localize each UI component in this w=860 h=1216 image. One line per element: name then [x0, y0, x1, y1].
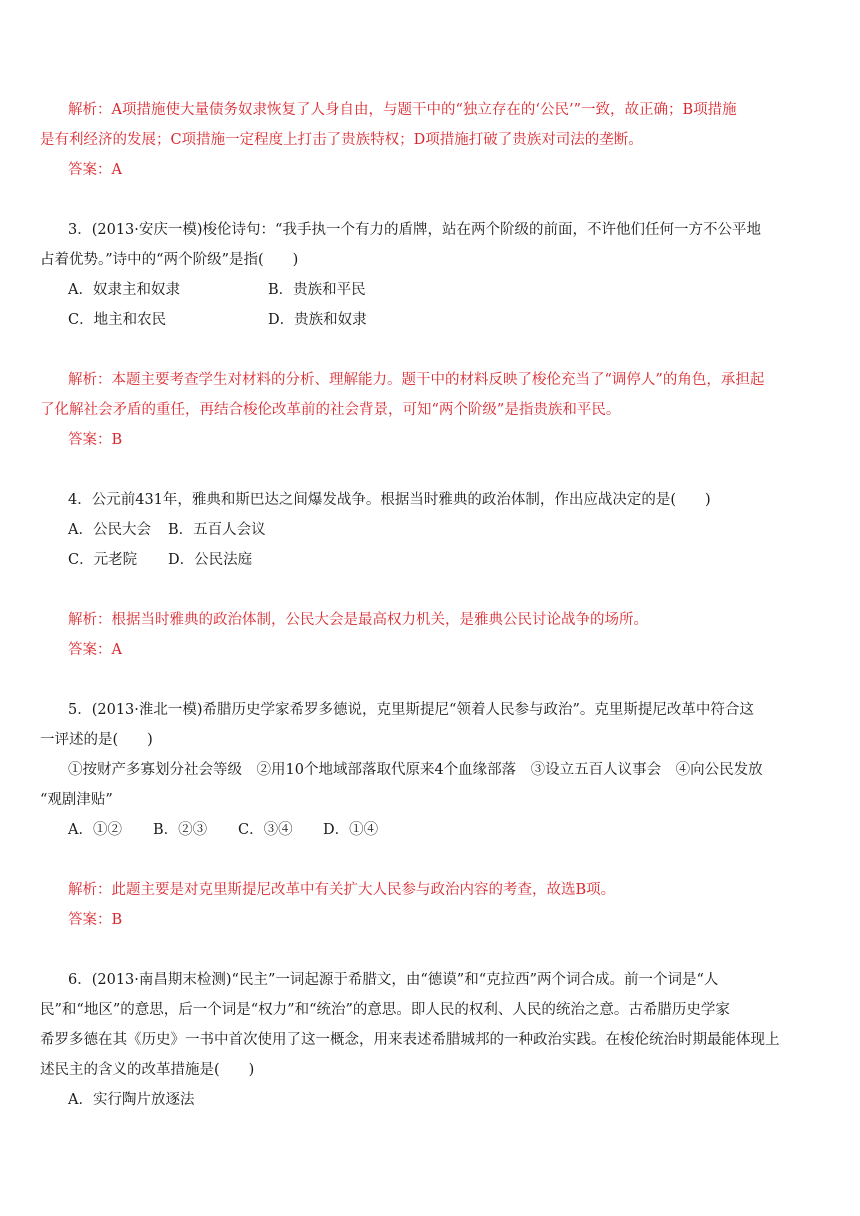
- document-page: [40, 95, 820, 1115]
- q4-options-row2: [40, 545, 820, 575]
- q5-choices-line2: “观剧津贴”: [40, 792, 113, 808]
- q3-answer: 答案：B: [68, 432, 123, 448]
- q4-stem: 4．公元前431年，雅典和斯巴达之间爆发战争。根据当时雅典的政治体制，作出应战决定的是( ): [68, 492, 711, 508]
- q4-option-d: D．公民法庭: [168, 552, 253, 568]
- q3-analysis-line2: 了化解社会矛盾的重任，再结合梭伦改革前的社会背景，可知“两个阶级”是指贵族和平民。: [40, 402, 621, 418]
- q2-analysis-line1: 解析：A项措施使大量债务奴隶恢复了人身自由，与题干中的“独立存在的‘公民’”一致，故正确；B项措施: [68, 102, 737, 118]
- q6-option-a: A．实行陶片放逐法: [68, 1092, 195, 1108]
- q6-stem-line2: 民”和“地区”的意思，后一个词是“权力”和“统治”的意思。即人民的权利、人民的统治之意。古希腊历史学家: [40, 1002, 730, 1018]
- q3-option-d: D．贵族和奴隶: [268, 312, 367, 328]
- q2-analysis-line2: 是有利经济的发展；C项措施一定程度上打击了贵族特权；D项措施打破了贵族对司法的垄断。: [40, 132, 643, 148]
- q6-stem-line4: 述民主的含义的改革措施是( ): [40, 1062, 255, 1078]
- q3-option-a: A．奴隶主和奴隶: [68, 282, 180, 298]
- q3-options-row1: [40, 275, 820, 305]
- q3-stem-line2: 占着优势。”诗中的“两个阶级”是指( ): [40, 252, 299, 268]
- q5-option-c: C．③④: [238, 822, 293, 838]
- q5-stem-line1: 5．(2013·淮北一模)希腊历史学家希罗多德说，克里斯提尼“领着人民参与政治”。克里斯提尼改革中符合这: [68, 702, 754, 718]
- q4-option-b: B．五百人会议: [168, 522, 266, 538]
- q5-option-b: B．②③: [153, 822, 208, 838]
- q5-stem-line2: 一评述的是( ): [40, 732, 153, 748]
- q3-options-row2: [40, 305, 820, 335]
- q4-options-row1: [40, 515, 820, 545]
- q3-option-c: C．地主和农民: [68, 312, 167, 328]
- q5-choices-line1: ①按财产多寡划分社会等级 ②用10个地域部落取代原来4个血缘部落 ③设立五百人议事会 ④向公民发放: [68, 762, 763, 778]
- q4-option-c: C．元老院: [68, 552, 138, 568]
- q4-answer: 答案：A: [68, 642, 122, 658]
- q6-stem-line1: 6．(2013·南昌期末检测)“民主”一词起源于希腊文，由“德谟”和“克拉西”两个词合成。前一个词是“人: [68, 972, 719, 988]
- q5-option-d: D．①④: [323, 822, 379, 838]
- q2-answer: 答案：A: [68, 162, 122, 178]
- q5-option-a: A．①②: [68, 822, 122, 838]
- q3-stem-line1: 3．(2013·安庆一模)梭伦诗句：“我手执一个有力的盾牌，站在两个阶级的前面，不许他们任何一方不公平地: [68, 222, 761, 238]
- q3-analysis-line1: 解析：本题主要考查学生对材料的分析、理解能力。题干中的材料反映了梭伦充当了“调停人”的角色，承担起: [68, 372, 765, 388]
- q5-answer: 答案：B: [68, 912, 123, 928]
- q5-analysis: 解析：此题主要是对克里斯提尼改革中有关扩大人民参与政治内容的考查，故选B项。: [68, 882, 616, 898]
- q3-option-b: B．贵族和平民: [268, 282, 366, 298]
- q5-options-row: [40, 815, 820, 845]
- q4-option-a: A．公民大会: [68, 522, 151, 538]
- q6-stem-line3: 希罗多德在其《历史》一书中首次使用了这一概念，用来表述希腊城邦的一种政治实践。在梭伦统治时期最能体现上: [40, 1032, 780, 1048]
- q4-analysis: 解析：根据当时雅典的政治体制，公民大会是最高权力机关，是雅典公民讨论战争的场所。: [68, 612, 648, 628]
